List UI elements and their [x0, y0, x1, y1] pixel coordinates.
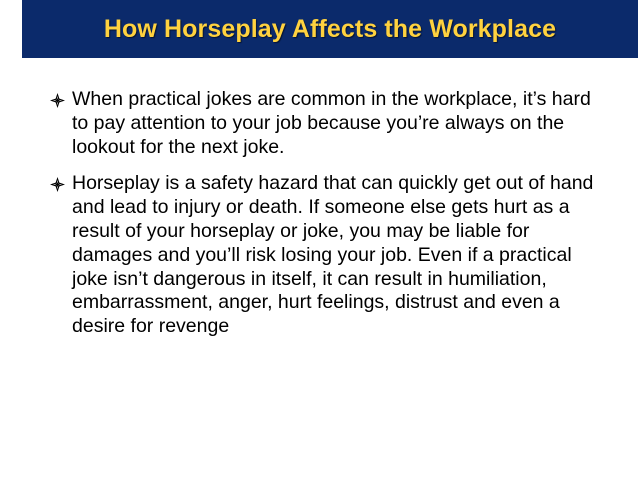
bullet-text: Horseplay is a safety hazard that can quickly get out of hand and lead to injury or death. If someone else gets hurt as a result of your horseplay or joke, you may be liable for damages and you’ll risk losing your job. Even if a practical joke isn’t dangerous in itself, it can result in humiliation, embarrassment, anger, hurt feelings, distrust and even a desire for revenge: [72, 172, 594, 338]
diamond-bullet-icon: [50, 177, 65, 192]
slide-title: How Horseplay Affects the Workplace: [103, 14, 557, 43]
bullet-item: [48, 172, 608, 339]
bullet-text: When practical jokes are common in the workplace, it’s hard to pay attention to your job because you’re always on the lookout for the next joke.: [72, 88, 591, 158]
bullet-item: [48, 88, 608, 159]
bullet-list: [48, 88, 608, 352]
diamond-bullet-icon: [50, 93, 65, 108]
title-bar: [22, 0, 638, 58]
